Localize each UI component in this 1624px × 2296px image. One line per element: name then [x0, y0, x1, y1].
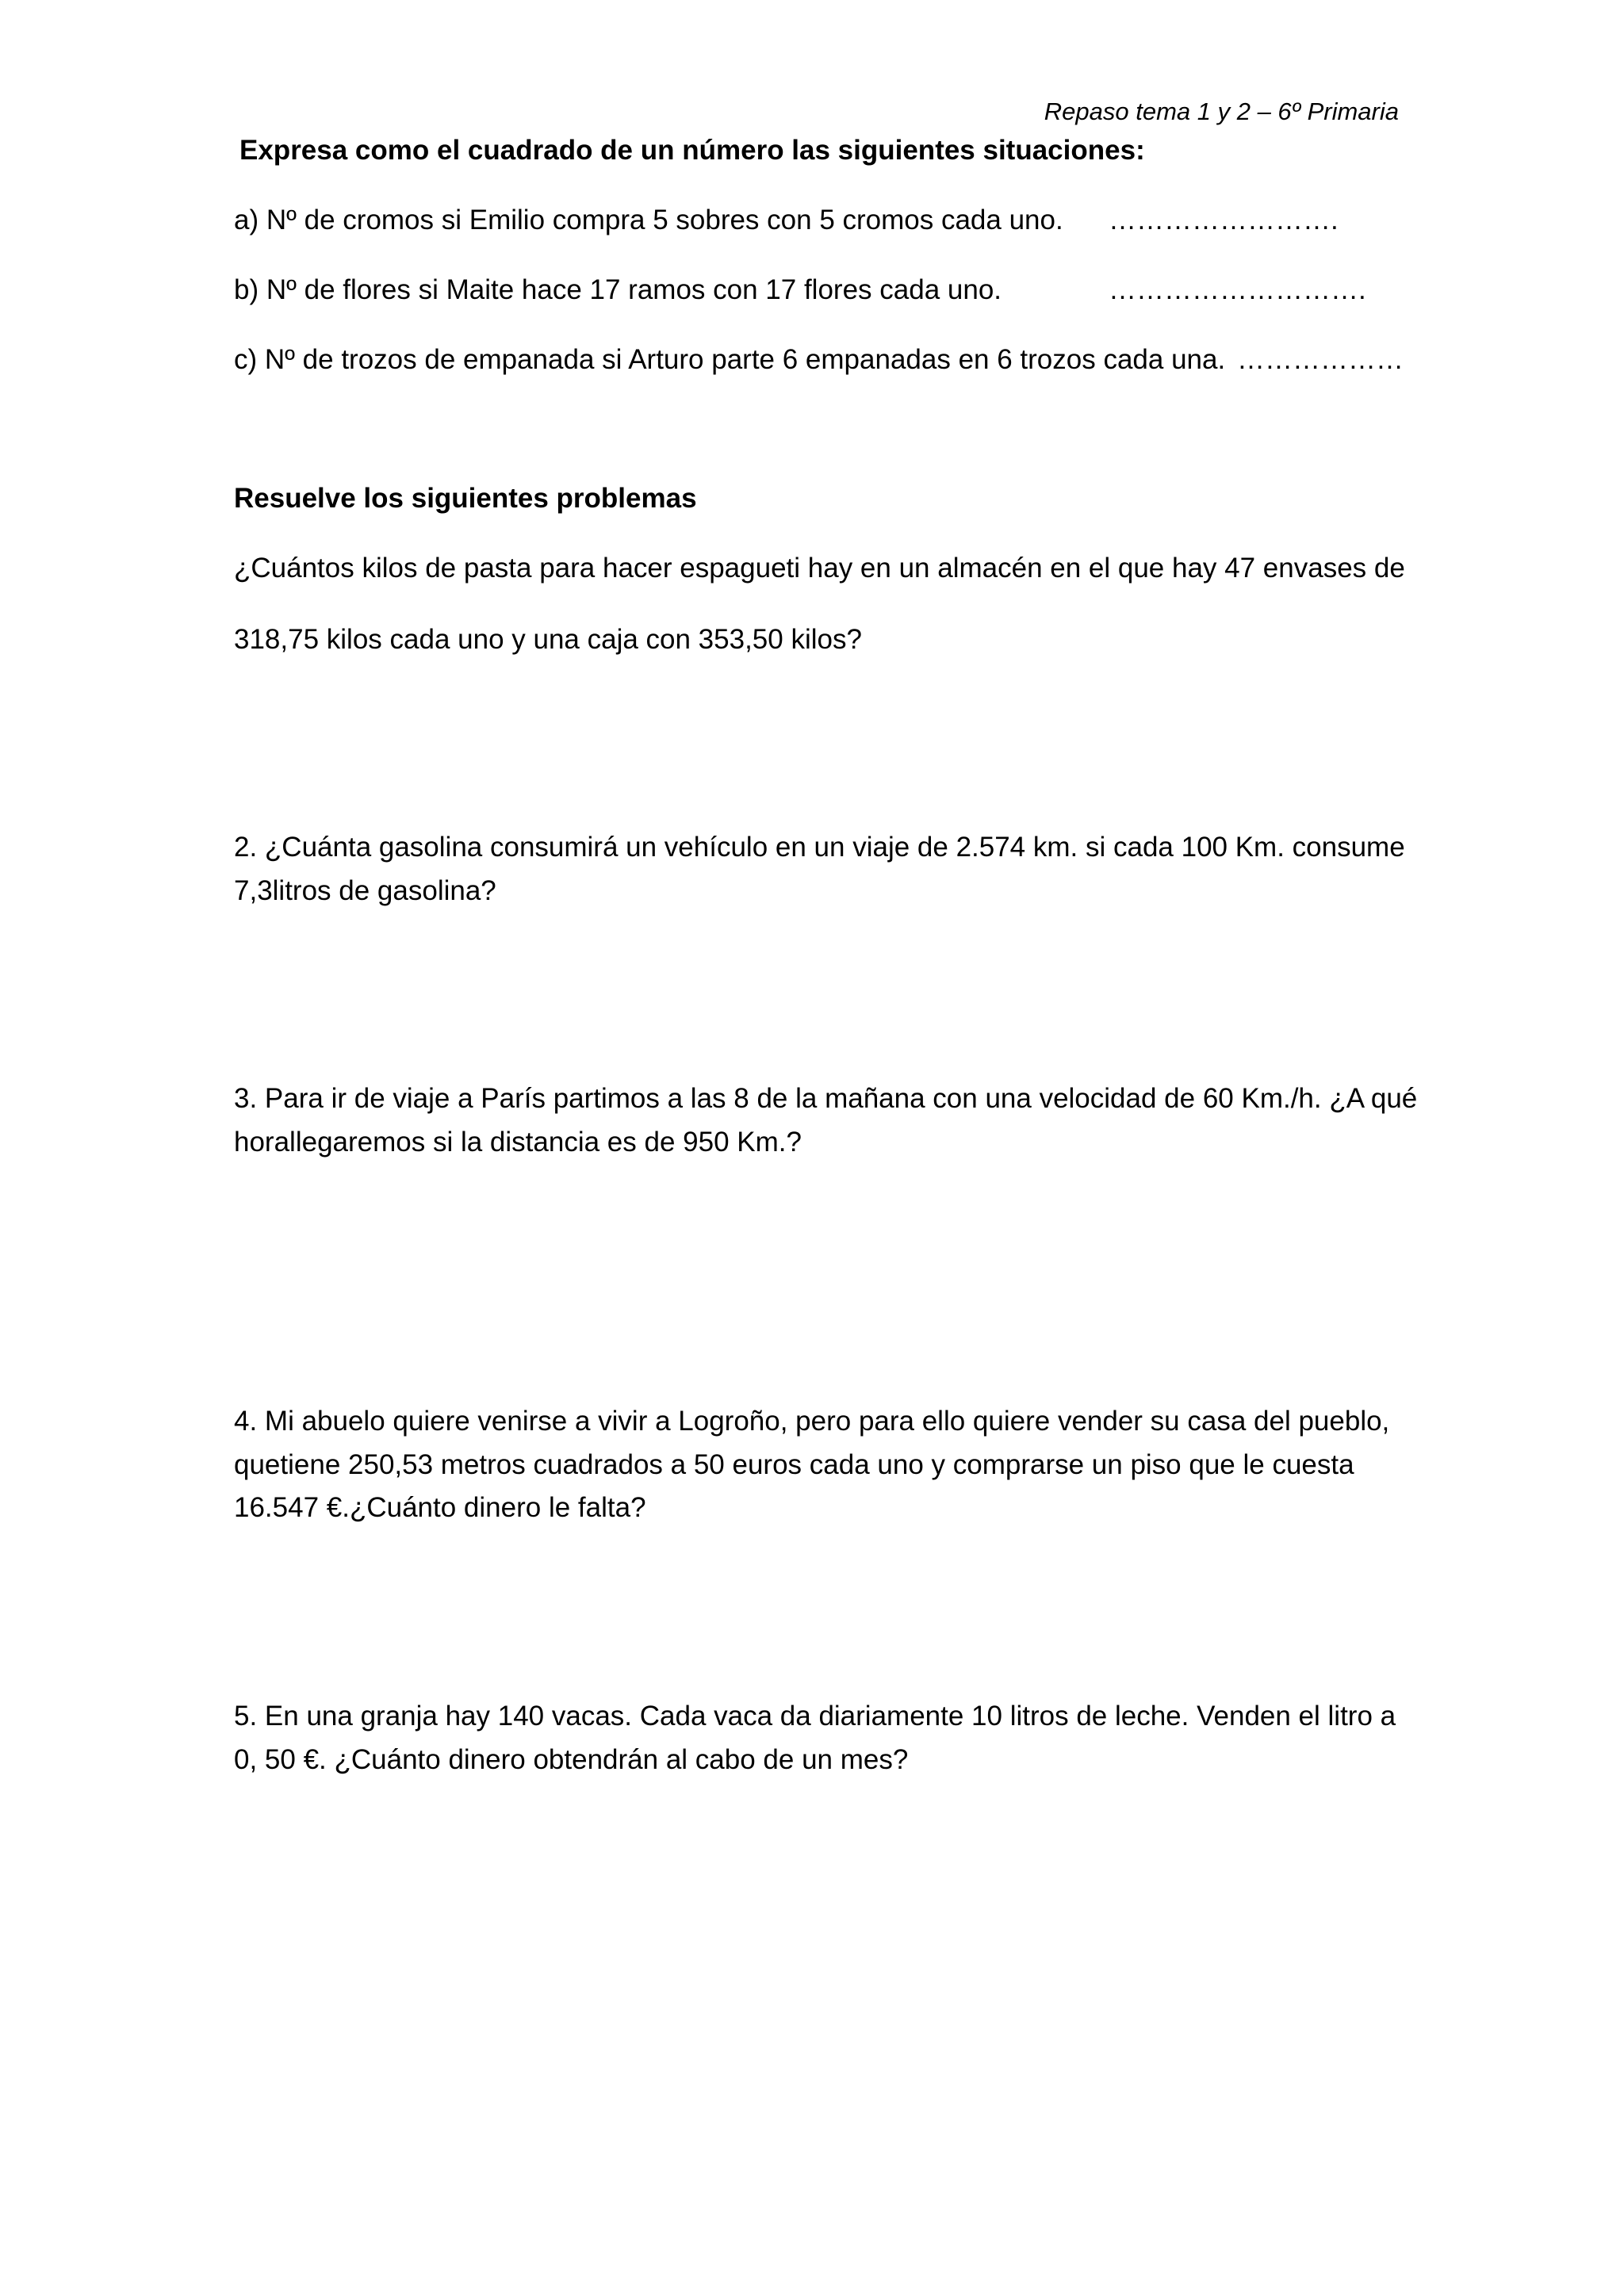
- problem5-line1: 5. En una granja hay 140 vacas. Cada vaca da diariamente 10 litros de leche. Venden el litro a: [234, 1701, 1396, 1732]
- section1-title: Expresa como el cuadrado de un número las siguientes situaciones:: [239, 135, 1145, 166]
- item-c-text: c) Nº de trozos de empanada si Arturo parte 6 empanadas en 6 trozos cada una.: [234, 344, 1226, 375]
- problem5-line2: 0, 50 €. ¿Cuánto dinero obtendrán al cabo de un mes?: [234, 1744, 909, 1775]
- problem4-line3: 16.547 €.¿Cuánto dinero le falta?: [234, 1492, 646, 1523]
- item-a-text: a) Nº de cromos si Emilio compra 5 sobres con 5 cromos cada uno.: [234, 205, 1063, 235]
- header-note: Repaso tema 1 y 2 – 6º Primaria: [1044, 98, 1399, 125]
- problem3-line2: horallegaremos si la distancia es de 950 Km.?: [234, 1127, 802, 1158]
- problem4-line1: 4. Mi abuelo quiere venirse a vivir a Logroño, pero para ello quiere vender su casa del pueblo,: [234, 1406, 1390, 1437]
- problem4-line2: quetiene 250,53 metros cuadrados a 50 euros cada uno y comprarse un piso que le cuesta: [234, 1449, 1354, 1480]
- item-a-answer-blank: …………………….: [1109, 205, 1339, 235]
- problem2-line2: 7,3litros de gasolina?: [234, 875, 496, 906]
- problem1-line2: 318,75 kilos cada uno y una caja con 353,50 kilos?: [234, 624, 862, 655]
- problem2-line1: 2. ¿Cuánta gasolina consumirá un vehículo en un viaje de 2.574 km. si cada 100 Km. consume: [234, 832, 1405, 863]
- section2-title: Resuelve los siguientes problemas: [234, 483, 697, 514]
- problem3-line1: 3. Para ir de viaje a París partimos a las 8 de la mañana con una velocidad de 60 Km./h. ¿A qué: [234, 1083, 1418, 1114]
- item-b-answer-blank: ……………………….: [1109, 274, 1366, 305]
- item-b-text: b) Nº de flores si Maite hace 17 ramos con 17 flores cada uno.: [234, 274, 1002, 305]
- item-c-answer-blank: ………………: [1237, 344, 1404, 375]
- problem1-line1: ¿Cuántos kilos de pasta para hacer espagueti hay en un almacén en el que hay 47 envases de: [234, 553, 1405, 584]
